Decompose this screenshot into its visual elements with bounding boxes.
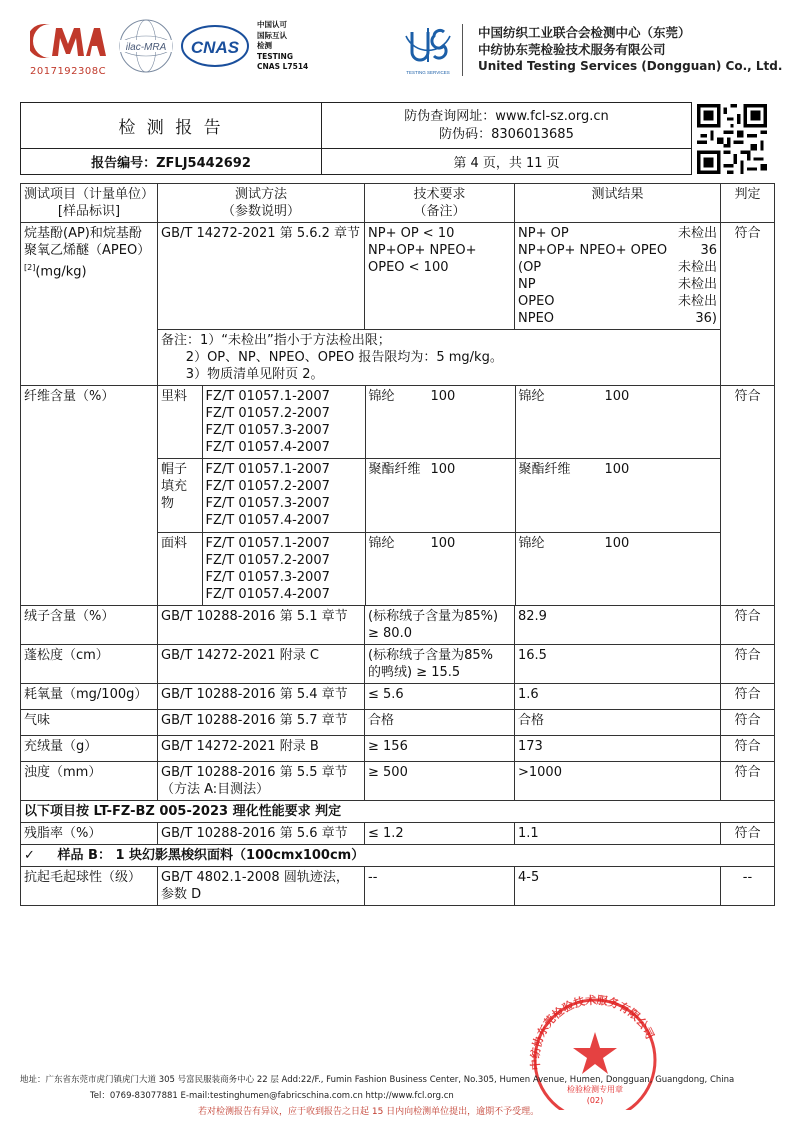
table-row xyxy=(21,684,775,710)
row-result: 4-5 xyxy=(515,867,721,906)
fiber-part-requirement: 锦纶 100 xyxy=(365,386,515,459)
row-verdict: 符合 xyxy=(721,710,775,736)
row-result: 82.9 xyxy=(515,606,721,645)
apeo-results xyxy=(515,223,721,330)
row-requirement: ≤ 5.6 xyxy=(365,684,515,710)
row-requirement: (标称绒子含量为85% 的鸭绒) ≥ 15.5 xyxy=(365,645,515,684)
section-note-row xyxy=(21,801,775,823)
row-item: 耗氧量（mg/100g） xyxy=(21,684,158,710)
row-result: 1.1 xyxy=(515,823,721,845)
table-row xyxy=(21,645,775,684)
row-requirement: ≥ 500 xyxy=(365,762,515,801)
row-method: GB/T 10288-2016 第 5.6 章节 xyxy=(158,823,365,845)
row-method: GB/T 14272-2021 附录 C xyxy=(158,645,365,684)
section-note: 以下项目按 LT-FZ-BZ 005-2023 理化性能要求 判定 xyxy=(21,801,775,823)
row-item: 抗起毛起球性（级） xyxy=(21,867,158,906)
fiber-part-row xyxy=(158,386,721,459)
list-item: (OP 未检出 xyxy=(518,260,717,275)
svg-text:ilac-MRA: ilac-MRA xyxy=(125,42,167,53)
fiber-verdict: 符合 xyxy=(721,386,775,606)
svg-text:中纺协东莞检验技术服务有限公司: 中纺协东莞检验技术服务有限公司 xyxy=(528,993,657,1071)
cma-logo xyxy=(30,22,106,60)
row-item: 浊度（mm） xyxy=(21,762,158,801)
verify-code: 防伪码：8306013685 xyxy=(439,126,574,142)
fiber-part-result: 锦纶 100 xyxy=(515,533,721,606)
table-row xyxy=(21,606,775,645)
row-method: GB/T 4802.1-2008 圆轨迹法， 参数 D xyxy=(158,867,365,906)
fiber-parts xyxy=(158,386,721,606)
table-row xyxy=(21,867,775,906)
row-verdict: -- xyxy=(721,867,775,906)
fiber-part-methods: FZ/T 01057.1-2007 FZ/T 01057.2-2007 FZ/T 01057.3-2007 FZ/T 01057.4-2007 xyxy=(202,459,365,533)
fiber-part-result: 聚酯纤维 100 xyxy=(515,459,721,533)
table-row xyxy=(21,386,775,606)
report-header-table xyxy=(20,102,774,175)
official-seal xyxy=(520,990,670,1110)
row-verdict: 符合 xyxy=(721,606,775,645)
test-results-table xyxy=(20,183,775,906)
row-method: GB/T 10288-2016 第 5.7 章节 xyxy=(158,710,365,736)
fiber-part-label: 帽子 填充 物 xyxy=(158,459,202,533)
row-requirement: (标称绒子含量为85%) ≥ 80.0 xyxy=(365,606,515,645)
fiber-part-requirement: 聚酯纤维 100 xyxy=(365,459,515,533)
col-header-item: 测试项目（计量单位） [样品标识] xyxy=(21,184,158,223)
verify-info xyxy=(322,103,692,149)
apeo-note: 备注：1）“未检出”指小于方法检出限； 2）OP、NP、NPEO、OPEO 报告限均为：5 mg/kg。 3）物质清单见附页 2。 xyxy=(158,330,721,386)
cnas-logo xyxy=(180,24,250,68)
row-verdict: 符合 xyxy=(721,684,775,710)
row-requirement: ≥ 156 xyxy=(365,736,515,762)
fiber-part-methods: FZ/T 01057.1-2007 FZ/T 01057.2-2007 FZ/T 01057.3-2007 FZ/T 01057.4-2007 xyxy=(202,386,365,459)
apeo-verdict: 符合 xyxy=(721,223,775,386)
col-header-result: 测试结果 xyxy=(515,184,721,223)
cnas-text: 中国认可 国际互认 检测 TESTING CNAS L7514 xyxy=(257,20,309,71)
col-header-requirement: 技术要求 （备注） xyxy=(365,184,515,223)
row-requirement: 合格 xyxy=(365,710,515,736)
verify-url: 防伪查询网址：www.fcl-sz.org.cn xyxy=(404,108,609,124)
fiber-part-label: 里料 xyxy=(158,386,202,459)
col-header-verdict: 判定 xyxy=(721,184,775,223)
row-item: 绒子含量（%） xyxy=(21,606,158,645)
row-item: 残脂率（%） xyxy=(21,823,158,845)
table-row xyxy=(21,823,775,845)
qr-code xyxy=(697,104,767,174)
fiber-part-requirement: 锦纶 100 xyxy=(365,533,515,606)
table-row xyxy=(21,762,775,801)
row-item: 蓬松度（cm） xyxy=(21,645,158,684)
svg-text:TESTING SERVICES: TESTING SERVICES xyxy=(406,70,450,75)
footer-contact: Tel：0769-83077881 E-mail:testinghumen@fabricschina.com.cn http://www.fcl.org.cn xyxy=(90,1091,454,1101)
row-verdict: 符合 xyxy=(721,823,775,845)
row-requirement: -- xyxy=(365,867,515,906)
uts-company-name: 中国纺织工业联合会检测中心（东莞） 中纺协东莞检验技术服务有限公司 United Testing Services (Dongguan) Co., Ltd. xyxy=(478,25,783,73)
uts-logo xyxy=(400,22,456,80)
list-item: OPEO 未检出 xyxy=(518,294,717,309)
apeo-method: GB/T 14272-2021 第 5.6.2 章节 xyxy=(158,223,365,330)
row-result: 1.6 xyxy=(515,684,721,710)
row-verdict: 符合 xyxy=(721,645,775,684)
list-item: NPEO 36) xyxy=(518,311,717,326)
table-row xyxy=(21,223,775,330)
row-method: GB/T 10288-2016 第 5.4 章节 xyxy=(158,684,365,710)
row-item: 充绒量（g） xyxy=(21,736,158,762)
fiber-part-result: 锦纶 100 xyxy=(515,386,721,459)
apeo-requirement: NP+ OP < 10 NP+OP+ NPEO+ OPEO < 100 xyxy=(365,223,515,330)
svg-text:检验检测专用章: 检验检测专用章 xyxy=(567,1085,623,1094)
ilac-mra-logo xyxy=(116,18,176,74)
fiber-item: 纤维含量（%） xyxy=(21,386,158,606)
fiber-sub-table xyxy=(158,386,721,605)
row-result: 173 xyxy=(515,736,721,762)
table-row xyxy=(21,710,775,736)
footer-notice: 若对检测报告有异议，应于收到报告之日起 15 日内向检测单位提出，逾期不予受理。 xyxy=(198,1107,540,1117)
fiber-part-row xyxy=(158,533,721,606)
footer-address: 地址：广东省东莞市虎门镇虎门大道 305 号富民服装商务中心 22 层 Add:22/F., Fumin Fashion Business Center, No.305, Humen Avenue, Humen, Dongguan, Guangdong, China xyxy=(20,1075,735,1085)
row-result: 合格 xyxy=(515,710,721,736)
uts-divider xyxy=(462,24,463,76)
row-requirement: ≤ 1.2 xyxy=(365,823,515,845)
page-info: 第 4 页，共 11 页 xyxy=(322,149,692,175)
svg-text:CNAS: CNAS xyxy=(190,38,240,57)
fiber-part-row xyxy=(158,459,721,533)
row-item: 气味 xyxy=(21,710,158,736)
report-number: 报告编号：ZFLJ5442692 xyxy=(21,149,322,175)
list-item: NP+OP+ NPEO+ OPEO 36 xyxy=(518,243,717,258)
col-header-method: 测试方法 （参数说明） xyxy=(158,184,365,223)
svg-text:(02): (02) xyxy=(586,1096,604,1105)
row-result: 16.5 xyxy=(515,645,721,684)
row-method: GB/T 14272-2021 附录 B xyxy=(158,736,365,762)
table-row xyxy=(21,736,775,762)
sample-b-label: ✓ 样品 B： 1 块幻影黑梭织面料（100cmx100cm） xyxy=(21,845,775,867)
fiber-part-label: 面料 xyxy=(158,533,202,606)
row-verdict: 符合 xyxy=(721,736,775,762)
apeo-item: 烷基酚(AP)和烷基酚聚氧乙烯醚（APEO）[2](mg/kg) xyxy=(21,223,158,386)
list-item: NP 未检出 xyxy=(518,277,717,292)
report-title: 检 测 报 告 xyxy=(21,103,322,149)
row-result: >1000 xyxy=(515,762,721,801)
fiber-part-methods: FZ/T 01057.1-2007 FZ/T 01057.2-2007 FZ/T 01057.3-2007 FZ/T 01057.4-2007 xyxy=(202,533,365,606)
sample-row xyxy=(21,845,775,867)
cma-code: 2017192308C xyxy=(30,66,107,77)
row-verdict: 符合 xyxy=(721,762,775,801)
row-method: GB/T 10288-2016 第 5.5 章节 （方法 A:目测法） xyxy=(158,762,365,801)
table-header-row xyxy=(21,184,775,223)
list-item: NP+ OP 未检出 xyxy=(518,226,717,241)
row-method: GB/T 10288-2016 第 5.1 章节 xyxy=(158,606,365,645)
